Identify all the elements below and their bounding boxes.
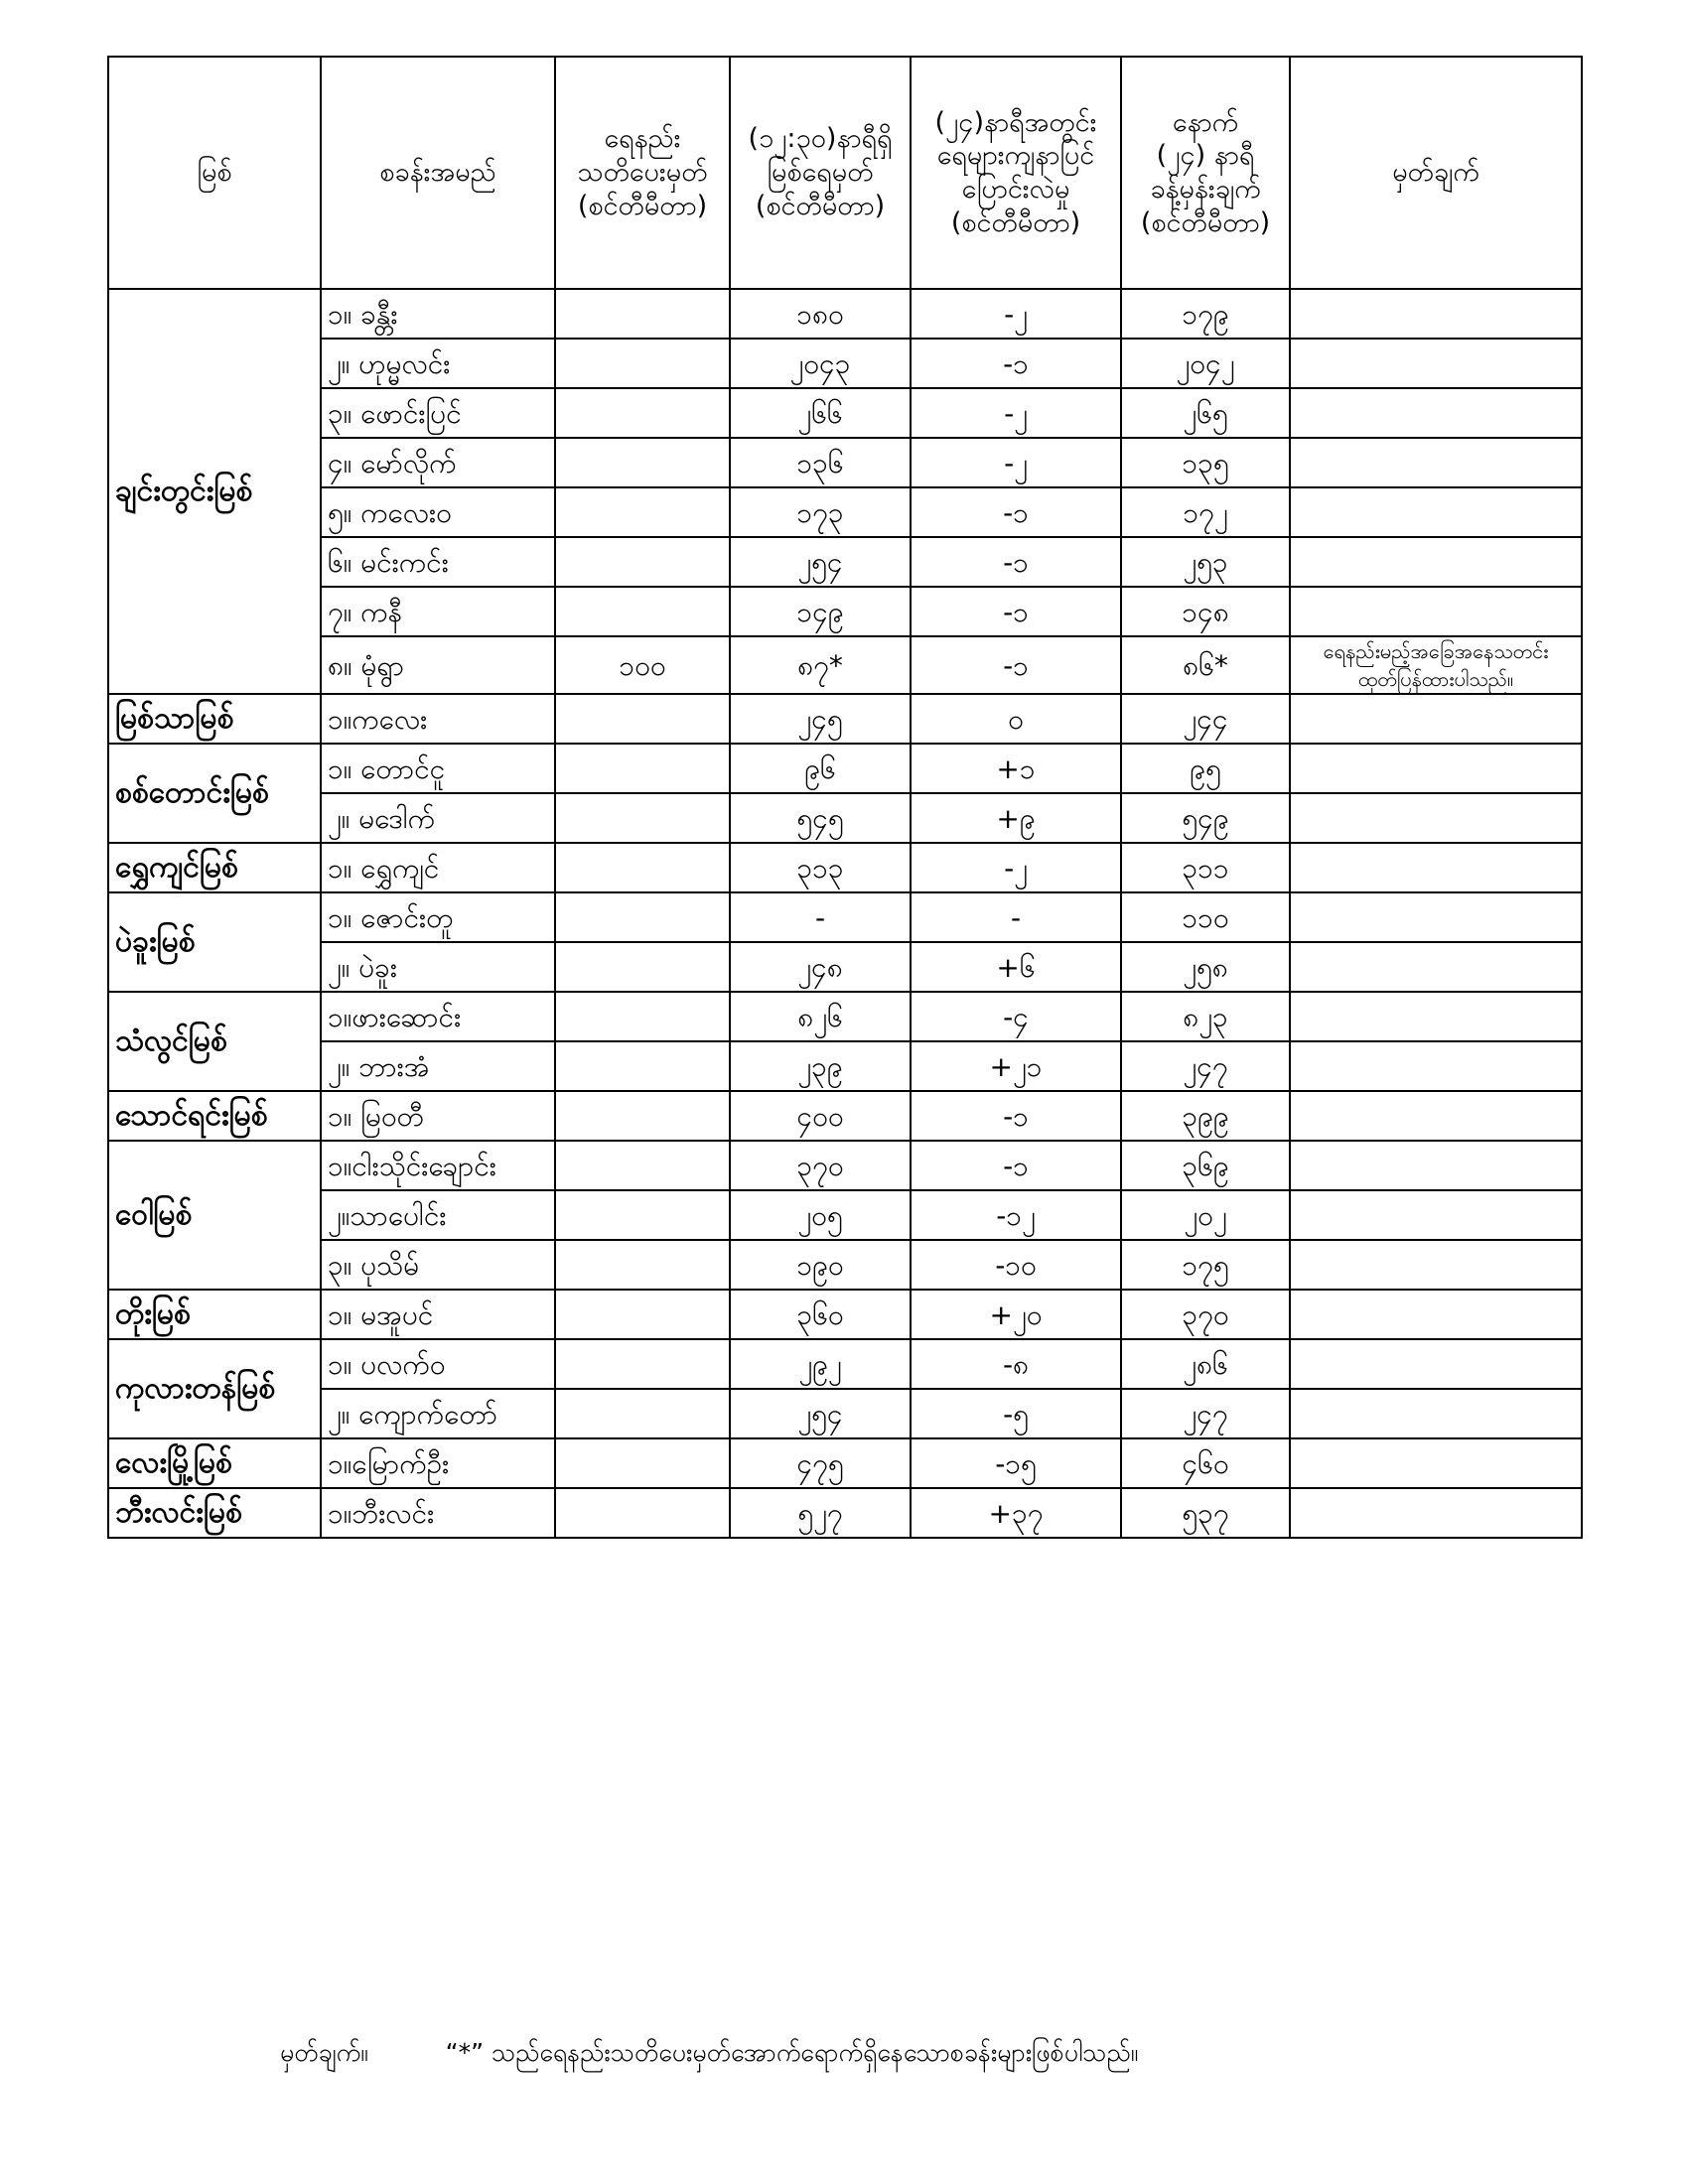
header-line: နောက် bbox=[1172, 106, 1239, 138]
header-line: စခန်းအမည် bbox=[379, 157, 496, 189]
remark bbox=[1290, 1339, 1582, 1389]
current-level: ၁၃၆ bbox=[730, 438, 911, 487]
remark bbox=[1290, 744, 1582, 793]
remark-line: ထုတ်ပြန်ထားပါသည်။ bbox=[1357, 667, 1514, 691]
header-station bbox=[321, 57, 555, 289]
station-name: ၁။ ပလက်ဝ bbox=[321, 1339, 555, 1389]
table-body bbox=[108, 289, 1582, 1538]
header-current-level bbox=[730, 57, 911, 289]
current-level: ၃၇၀ bbox=[730, 1141, 911, 1190]
remark bbox=[1290, 1290, 1582, 1339]
station-name: ၁။ ရွှေကျင် bbox=[321, 843, 555, 892]
remark bbox=[1290, 1091, 1582, 1141]
remark bbox=[1290, 1190, 1582, 1240]
river-level-table bbox=[107, 56, 1583, 1539]
remark bbox=[1290, 1141, 1582, 1190]
station-name: ၆။ မင်းကင်း bbox=[321, 537, 555, 587]
footnote-label: မှတ်ချက်။ bbox=[280, 2038, 368, 2067]
header-line: ခန့်မှန်းချက် bbox=[1150, 174, 1261, 205]
level-forecast: ၂၅၃ bbox=[1121, 537, 1290, 587]
level-change: -၅ bbox=[911, 1389, 1121, 1438]
table-row bbox=[108, 992, 1582, 1041]
header-line: (၂၄) နာရီ bbox=[1156, 140, 1255, 172]
station-name: ၃။ ပုသိမ် bbox=[321, 1240, 555, 1290]
remark bbox=[1290, 438, 1582, 487]
current-level: ၂၉၂ bbox=[730, 1339, 911, 1389]
current-level: ၅၄၅ bbox=[730, 793, 911, 843]
warning-level bbox=[555, 388, 730, 438]
warning-level bbox=[555, 843, 730, 892]
station-name: ၁။ ခန္တီး bbox=[321, 289, 555, 339]
warning-level bbox=[555, 339, 730, 388]
header-line: မြစ်ရေမှတ် bbox=[767, 157, 874, 189]
warning-level bbox=[555, 744, 730, 793]
header-line: (၁၂:၃၀)နာရီရှိ bbox=[748, 123, 893, 155]
current-level: ၈၇* bbox=[730, 636, 911, 694]
river-name: သောင်ရင်းမြစ် bbox=[108, 1091, 321, 1141]
header-river bbox=[108, 57, 321, 289]
header-remark bbox=[1290, 57, 1582, 289]
remark bbox=[1290, 892, 1582, 942]
station-name: ၁။ မြဝတီ bbox=[321, 1091, 555, 1141]
level-forecast: ၂၈၆ bbox=[1121, 1339, 1290, 1389]
warning-level bbox=[555, 1290, 730, 1339]
level-change: -၂ bbox=[911, 843, 1121, 892]
header-warning-level bbox=[555, 57, 730, 289]
level-change: -၁၀ bbox=[911, 1240, 1121, 1290]
level-change: -၂ bbox=[911, 289, 1121, 339]
header-line: ရေများကျနာပြင် bbox=[936, 140, 1095, 172]
level-forecast: ၂၀၂ bbox=[1121, 1190, 1290, 1240]
remark bbox=[1290, 942, 1582, 992]
table-row bbox=[108, 942, 1582, 992]
level-forecast: ၃၉၉ bbox=[1121, 1091, 1290, 1141]
warning-level bbox=[555, 1339, 730, 1389]
warning-level bbox=[555, 438, 730, 487]
current-level: ၂၄၅ bbox=[730, 694, 911, 744]
level-forecast: ၂၆၅ bbox=[1121, 388, 1290, 438]
station-name: ၈။ မုံရွာ bbox=[321, 636, 555, 694]
table-row bbox=[108, 892, 1582, 942]
warning-level: ၁၀၀ bbox=[555, 636, 730, 694]
current-level: ၃၁၃ bbox=[730, 843, 911, 892]
warning-level bbox=[555, 1091, 730, 1141]
river-name: ရွှေကျင်မြစ် bbox=[108, 843, 321, 892]
header-line: (စင်တီမီတာ) bbox=[1140, 206, 1271, 238]
station-name: ၂။ ဘားအံ bbox=[321, 1041, 555, 1091]
header-line: မှတ်ချက် bbox=[1392, 157, 1479, 189]
level-change: -၁၅ bbox=[911, 1438, 1121, 1488]
level-change: +၃၇ bbox=[911, 1488, 1121, 1538]
station-name: ၁။ တောင်ငူ bbox=[321, 744, 555, 793]
level-forecast: ၃၁၁ bbox=[1121, 843, 1290, 892]
level-change: ၀ bbox=[911, 694, 1121, 744]
river-name: မြစ်သာမြစ် bbox=[108, 694, 321, 744]
level-change: +၂၀ bbox=[911, 1290, 1121, 1339]
level-forecast: ၂၄၇ bbox=[1121, 1041, 1290, 1091]
warning-level bbox=[555, 892, 730, 942]
current-level: ၁၇၃ bbox=[730, 487, 911, 537]
level-forecast: ၁၃၅ bbox=[1121, 438, 1290, 487]
level-forecast: ၂၄၄ bbox=[1121, 694, 1290, 744]
station-name: ၁။ မအူပင် bbox=[321, 1290, 555, 1339]
level-forecast: ၁၇၉ bbox=[1121, 289, 1290, 339]
level-forecast: ၅၃၇ bbox=[1121, 1488, 1290, 1538]
current-level: ၈၂၆ bbox=[730, 992, 911, 1041]
table-row bbox=[108, 1041, 1582, 1091]
current-level: ၅၂၇ bbox=[730, 1488, 911, 1538]
current-level: ၃၆၀ bbox=[730, 1290, 911, 1339]
level-forecast: ၅၄၉ bbox=[1121, 793, 1290, 843]
warning-level bbox=[555, 1141, 730, 1190]
remark bbox=[1290, 388, 1582, 438]
current-level: ၄၀၀ bbox=[730, 1091, 911, 1141]
current-level: ၂၀၄၃ bbox=[730, 339, 911, 388]
warning-level bbox=[555, 1240, 730, 1290]
warning-level bbox=[555, 793, 730, 843]
level-change: -၁ bbox=[911, 636, 1121, 694]
station-name: ၅။ ကလေးဝ bbox=[321, 487, 555, 537]
current-level: - bbox=[730, 892, 911, 942]
table-row bbox=[108, 289, 1582, 339]
table-row bbox=[108, 587, 1582, 636]
river-name: ကုလားတန်မြစ် bbox=[108, 1339, 321, 1438]
current-level: ၂၃၉ bbox=[730, 1041, 911, 1091]
level-forecast: ၂၅၈ bbox=[1121, 942, 1290, 992]
table-row bbox=[108, 1141, 1582, 1190]
river-name: ဝေါမြစ် bbox=[108, 1141, 321, 1290]
remark bbox=[1290, 694, 1582, 744]
warning-level bbox=[555, 694, 730, 744]
current-level: ၂၅၄ bbox=[730, 537, 911, 587]
header-line: (၂၄)နာရီအတွင်း bbox=[934, 106, 1097, 138]
table-row bbox=[108, 438, 1582, 487]
level-forecast: ၈၆* bbox=[1121, 636, 1290, 694]
river-name: သံလွင်မြစ် bbox=[108, 992, 321, 1091]
level-change: -၁ bbox=[911, 537, 1121, 587]
station-name: ၁။ ဇောင်းတူ bbox=[321, 892, 555, 942]
level-change: -၁ bbox=[911, 1141, 1121, 1190]
header-24h-forecast bbox=[1121, 57, 1290, 289]
table-row bbox=[108, 1190, 1582, 1240]
level-forecast: ၃၆၉ bbox=[1121, 1141, 1290, 1190]
header-line: မြစ် bbox=[197, 157, 232, 189]
level-change: -၁ bbox=[911, 487, 1121, 537]
station-name: ၁။ဖားဆောင်း bbox=[321, 992, 555, 1041]
warning-level bbox=[555, 1488, 730, 1538]
level-forecast: ၂၄၇ bbox=[1121, 1389, 1290, 1438]
remark bbox=[1290, 1438, 1582, 1488]
station-name: ၃။ ဖောင်းပြင် bbox=[321, 388, 555, 438]
header-line: ရေနည်း bbox=[604, 123, 681, 155]
table-row bbox=[108, 1488, 1582, 1538]
station-name: ၁။ကလေး bbox=[321, 694, 555, 744]
level-change: +၆ bbox=[911, 942, 1121, 992]
table-row bbox=[108, 1438, 1582, 1488]
remark bbox=[1290, 339, 1582, 388]
table-row bbox=[108, 388, 1582, 438]
river-name: ဘီးလင်းမြစ် bbox=[108, 1488, 321, 1538]
table-row bbox=[108, 793, 1582, 843]
warning-level bbox=[555, 1041, 730, 1091]
level-change: -၄ bbox=[911, 992, 1121, 1041]
table-row bbox=[108, 1290, 1582, 1339]
station-name: ၂။ ဟုမ္မလင်း bbox=[321, 339, 555, 388]
station-name: ၁။မြောက်ဦး bbox=[321, 1438, 555, 1488]
table-row bbox=[108, 537, 1582, 587]
warning-level bbox=[555, 1190, 730, 1240]
remark bbox=[1290, 992, 1582, 1041]
remark bbox=[1290, 289, 1582, 339]
current-level: ၁၈၀ bbox=[730, 289, 911, 339]
level-change: +၁ bbox=[911, 744, 1121, 793]
warning-level bbox=[555, 1389, 730, 1438]
header-line: (စင်တီမီတာ) bbox=[577, 190, 708, 221]
station-name: ၁။ဘီးလင်း bbox=[321, 1488, 555, 1538]
table-row bbox=[108, 1091, 1582, 1141]
station-name: ၂။ ကျောက်တော် bbox=[321, 1389, 555, 1438]
table-row bbox=[108, 339, 1582, 388]
river-name: ပဲခူးမြစ် bbox=[108, 892, 321, 992]
level-change: -၁ bbox=[911, 587, 1121, 636]
table-row bbox=[108, 694, 1582, 744]
level-change: +၉ bbox=[911, 793, 1121, 843]
header-line: (စင်တီမီတာ) bbox=[950, 206, 1081, 238]
level-change: -၈ bbox=[911, 1339, 1121, 1389]
remark bbox=[1290, 636, 1582, 694]
level-change: -၂ bbox=[911, 438, 1121, 487]
table-row bbox=[108, 1240, 1582, 1290]
current-level: ၁၉၀ bbox=[730, 1240, 911, 1290]
current-level: ၂၀၅ bbox=[730, 1190, 911, 1240]
remark bbox=[1290, 487, 1582, 537]
warning-level bbox=[555, 487, 730, 537]
table-row bbox=[108, 744, 1582, 793]
level-forecast: ၃၇၀ bbox=[1121, 1290, 1290, 1339]
river-name: တိုးမြစ် bbox=[108, 1290, 321, 1339]
river-name: စစ်တောင်းမြစ် bbox=[108, 744, 321, 843]
table-row bbox=[108, 1339, 1582, 1389]
level-forecast: ၉၅ bbox=[1121, 744, 1290, 793]
warning-level bbox=[555, 289, 730, 339]
station-name: ၁။ငါးသိုင်းချောင်း bbox=[321, 1141, 555, 1190]
table-row bbox=[108, 1389, 1582, 1438]
remark bbox=[1290, 587, 1582, 636]
warning-level bbox=[555, 992, 730, 1041]
level-forecast: ၁၇၂ bbox=[1121, 487, 1290, 537]
remark bbox=[1290, 1240, 1582, 1290]
header-line: သတိပေးမှတ် bbox=[577, 157, 708, 189]
remark-line: ရေနည်းမည့်အခြေအနေသတင်း bbox=[1323, 639, 1549, 663]
remark bbox=[1290, 843, 1582, 892]
river-name: လေးမြို့မြစ် bbox=[108, 1438, 321, 1488]
remark bbox=[1290, 793, 1582, 843]
level-forecast: ၁၁၀ bbox=[1121, 892, 1290, 942]
warning-level bbox=[555, 1438, 730, 1488]
level-change: -၁ bbox=[911, 339, 1121, 388]
warning-level bbox=[555, 587, 730, 636]
remark bbox=[1290, 1488, 1582, 1538]
current-level: ၂၅၄ bbox=[730, 1389, 911, 1438]
level-change: -၁၂ bbox=[911, 1190, 1121, 1240]
current-level: ၁၄၉ bbox=[730, 587, 911, 636]
footnote bbox=[280, 2037, 1207, 2074]
station-name: ၂။သာပေါင်း bbox=[321, 1190, 555, 1240]
current-level: ၂၆၆ bbox=[730, 388, 911, 438]
level-forecast: ၈၂၃ bbox=[1121, 992, 1290, 1041]
station-name: ၇။ ကနီ bbox=[321, 587, 555, 636]
table-header-row bbox=[108, 57, 1582, 289]
level-forecast: ၂၀၄၂ bbox=[1121, 339, 1290, 388]
warning-level bbox=[555, 942, 730, 992]
level-change: +၂၁ bbox=[911, 1041, 1121, 1091]
river-name: ချင်းတွင်းမြစ် bbox=[108, 289, 321, 694]
station-name: ၄။ မော်လိုက် bbox=[321, 438, 555, 487]
level-change: - bbox=[911, 892, 1121, 942]
level-forecast: ၄၆၀ bbox=[1121, 1438, 1290, 1488]
warning-level bbox=[555, 537, 730, 587]
table-row bbox=[108, 636, 1582, 694]
header-line: ပြောင်းလဲမှု bbox=[961, 174, 1070, 205]
level-change: -၂ bbox=[911, 388, 1121, 438]
header-24h-change bbox=[911, 57, 1121, 289]
current-level: ၄၇၅ bbox=[730, 1438, 911, 1488]
remark bbox=[1290, 1041, 1582, 1091]
footnote-text: “*” သည်ရေနည်းသတိပေးမှတ်အောက်ရောက်ရှိနေသောစခန်းများဖြစ်ပါသည်။ bbox=[445, 2038, 1139, 2067]
level-change: -၁ bbox=[911, 1091, 1121, 1141]
level-forecast: ၁၄၈ bbox=[1121, 587, 1290, 636]
current-level: ၂၄၈ bbox=[730, 942, 911, 992]
level-forecast: ၁၇၅ bbox=[1121, 1240, 1290, 1290]
remark bbox=[1290, 537, 1582, 587]
station-name: ၂။ မဒေါက် bbox=[321, 793, 555, 843]
header-line: (စင်တီမီတာ) bbox=[755, 190, 886, 221]
remark bbox=[1290, 1389, 1582, 1438]
table-row bbox=[108, 843, 1582, 892]
current-level: ၉၆ bbox=[730, 744, 911, 793]
table-row bbox=[108, 487, 1582, 537]
station-name: ၂။ ပဲခူး bbox=[321, 942, 555, 992]
